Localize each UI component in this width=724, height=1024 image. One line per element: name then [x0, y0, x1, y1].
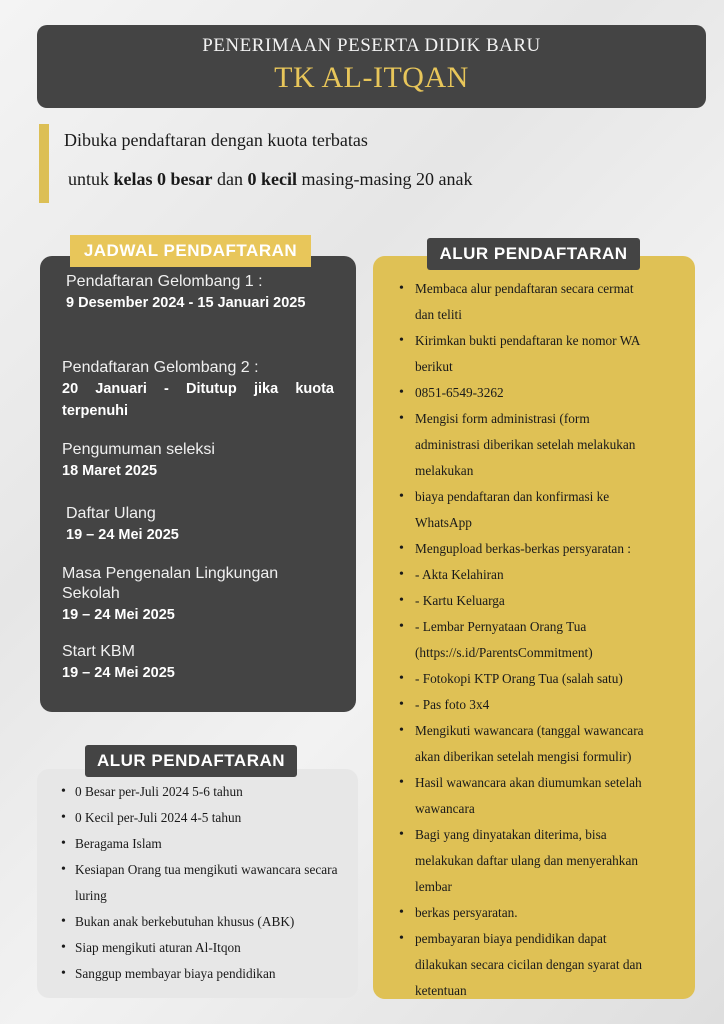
schedule-card: [40, 256, 356, 712]
intro-bold-class-small: 0 kecil: [247, 169, 298, 189]
requirement-item: • 0 Kecil per-Juli 2024 4-5 tahun: [75, 805, 370, 831]
intro-text: dan: [212, 169, 248, 189]
intro-bold-class-big: kelas 0 besar: [113, 169, 213, 189]
registration-flow-card: [373, 256, 695, 999]
requirements-card: [37, 769, 358, 998]
requirement-item: • Kesiapan Orang tua mengikuti wawancara secara luring: [75, 857, 370, 909]
requirement-item: • Siap mengikuti aturan Al-Itqon: [75, 935, 370, 961]
flow-step-line: dilakukan secara cicilan dengan syarat dan: [415, 957, 643, 972]
schedule-label: Pendaftaran Gelombang 1 :: [66, 273, 263, 290]
flow-step-line: • Hasil wawancara akan diumumkan setelah: [415, 770, 705, 796]
requirement-item: • Bukan anak berkebutuhan khusus (ABK): [75, 909, 370, 935]
flow-step-line: • 0851-6549-3262: [415, 380, 705, 406]
intro-line-2: [68, 169, 472, 190]
schedule-item: [66, 272, 336, 314]
school-title: TK AL-ITQAN: [274, 61, 469, 94]
intro-text: untuk: [68, 169, 114, 189]
flow-step-line: • berkas persyaratan.: [415, 900, 705, 926]
schedule-value: 9 Desember 2024 - 15 Januari 2025: [66, 295, 306, 311]
flow-step-line: administrasi diberikan setelah melakukan: [415, 437, 636, 452]
schedule-value: 18 Maret 2025: [62, 463, 158, 479]
schedule-item: [62, 564, 332, 626]
header-banner: [37, 25, 706, 108]
flow-step-line: wawancara: [415, 801, 475, 816]
flow-step-line: • Mengikuti wawancara (tanggal wawancara: [415, 718, 705, 744]
intro-text: masing-masing 20 anak: [297, 169, 473, 189]
flow-step-line: berikut: [415, 359, 453, 374]
requirements-list: [57, 779, 370, 987]
flow-step-line: WhatsApp: [415, 515, 472, 530]
requirements-heading: ALUR PENDAFTARAN: [85, 745, 297, 777]
schedule-label: Masa Pengenalan Lingkungan Sekolah: [62, 565, 279, 602]
schedule-value: 19 – 24 Mei 2025: [62, 607, 175, 623]
flow-step-line: ketentuan: [415, 983, 467, 998]
flow-step-line: melakukan daftar ulang dan menyerahkan: [415, 853, 638, 868]
flow-step-line: • - Fotokopi KTP Orang Tua (salah satu): [415, 666, 705, 692]
flow-step-line: • Membaca alur pendaftaran secara cermat: [415, 276, 705, 302]
flow-step-line: • - Pas foto 3x4: [415, 692, 705, 718]
flow-step-line: • Kirimkan bukti pendaftaran ke nomor WA: [415, 328, 705, 354]
flow-step-line: • Bagi yang dinyatakan diterima, bisa: [415, 822, 705, 848]
schedule-value: 19 – 24 Mei 2025: [66, 527, 179, 543]
schedule-item: [62, 358, 334, 422]
schedule-label: Start KBM: [62, 643, 135, 660]
flow-step-line: • Mengisi form administrasi (form: [415, 406, 705, 432]
schedule-label: Pendaftaran Gelombang 2 :: [62, 359, 259, 376]
flow-step-line: melakukan: [415, 463, 474, 478]
schedule-label: Daftar Ulang: [66, 505, 156, 522]
schedule-value: 20 Januari - Ditutup jika kuota terpenuhi: [62, 381, 334, 419]
requirement-item: • 0 Besar per-Juli 2024 5-6 tahun: [75, 779, 370, 805]
schedule-item: [62, 642, 332, 684]
flow-step-line: • Mengupload berkas-berkas persyaratan :: [415, 536, 705, 562]
flow-step-line: • - Kartu Keluarga: [415, 588, 705, 614]
flow-step-line: • biaya pendaftaran dan konfirmasi ke: [415, 484, 705, 510]
registration-flow-list: [393, 276, 705, 1004]
flow-step-line: • pembayaran biaya pendidikan dapat: [415, 926, 705, 952]
schedule-label: Pengumuman seleksi: [62, 441, 215, 458]
requirement-item: • Beragama Islam: [75, 831, 370, 857]
schedule-value: 19 – 24 Mei 2025: [62, 665, 175, 681]
requirement-item: • Sanggup membayar biaya pendidikan: [75, 961, 370, 987]
schedule-item: [62, 440, 332, 482]
intro-accent-bar: [39, 124, 49, 203]
flow-step-line: akan diberikan setelah mengisi formulir): [415, 749, 632, 764]
schedule-heading: JADWAL PENDAFTARAN: [70, 235, 311, 267]
header-subtitle: PENERIMAAN PESERTA DIDIK BARU: [202, 35, 541, 56]
intro-line-1: Dibuka pendaftaran dengan kuota terbatas: [64, 130, 368, 150]
registration-flow-heading: ALUR PENDAFTARAN: [427, 238, 640, 270]
flow-step-line: (https://s.id/ParentsCommitment): [415, 645, 593, 660]
flow-step-line: dan teliti: [415, 307, 462, 322]
flow-step-line: lembar: [415, 879, 452, 894]
flow-step-line: • - Lembar Pernyataan Orang Tua: [415, 614, 705, 640]
flow-step-line: • - Akta Kelahiran: [415, 562, 705, 588]
schedule-item: [66, 504, 336, 546]
